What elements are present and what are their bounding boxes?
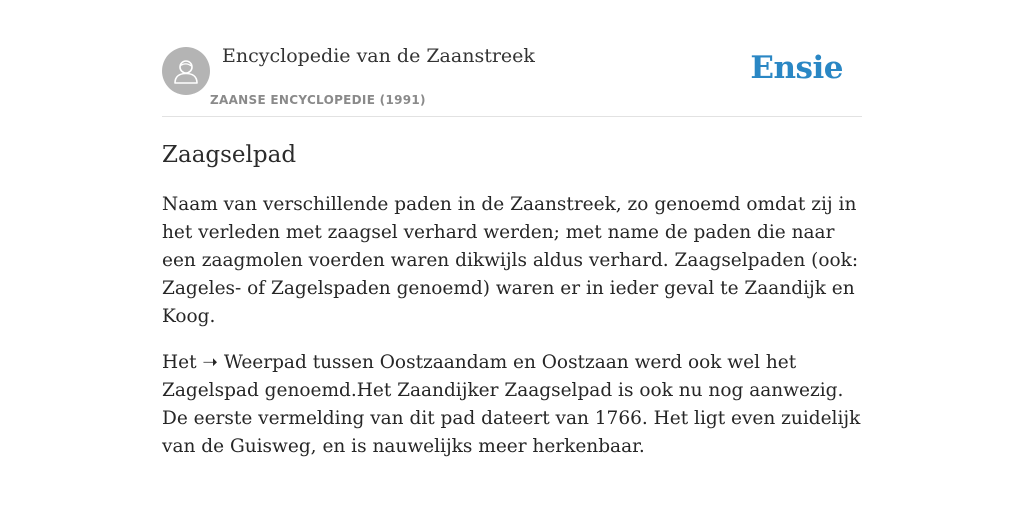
entry-content [162, 139, 864, 461]
avatar[interactable] [162, 47, 210, 95]
source-subtitle: ZAANSE ENCYCLOPEDIE (1991) [210, 93, 426, 107]
user-icon [171, 56, 201, 86]
arrow-right-icon: ➝ [202, 352, 218, 373]
source-header [162, 44, 862, 117]
paragraph-text: tussen Oostzaandam en Oostzaan werd ook wel het Zagelspad genoemd.Het Zaandijker Zaagselpad is ook nu nog aanwezig. De eerste vermelding van dit pad dateert van 1766. Het ligt even zuidelijk van de Guisweg, en is nauwelijks meer herkenbaar. [162, 352, 861, 457]
cross-reference-link[interactable]: Weerpad [223, 352, 307, 373]
source-title[interactable]: Encyclopedie van de Zaanstreek [222, 45, 535, 67]
entry-paragraph: Naam van verschillende paden in de Zaanstreek, zo genoemd omdat zij in het verleden met zaagsel verhard werden; met name de paden die naar een zaagmolen voerden waren dikwijls aldus verhard. Zaagselpaden (ook: Zageles- of Zagelspaden genoemd) waren er in ieder geval te Zaandijk en Koog. [162, 194, 859, 327]
entry-paragraph [162, 349, 864, 461]
entry-title: Zaagselpad [162, 142, 297, 168]
ensie-logo[interactable]: Ensie [750, 50, 843, 86]
paragraph-text: Het [162, 352, 197, 373]
